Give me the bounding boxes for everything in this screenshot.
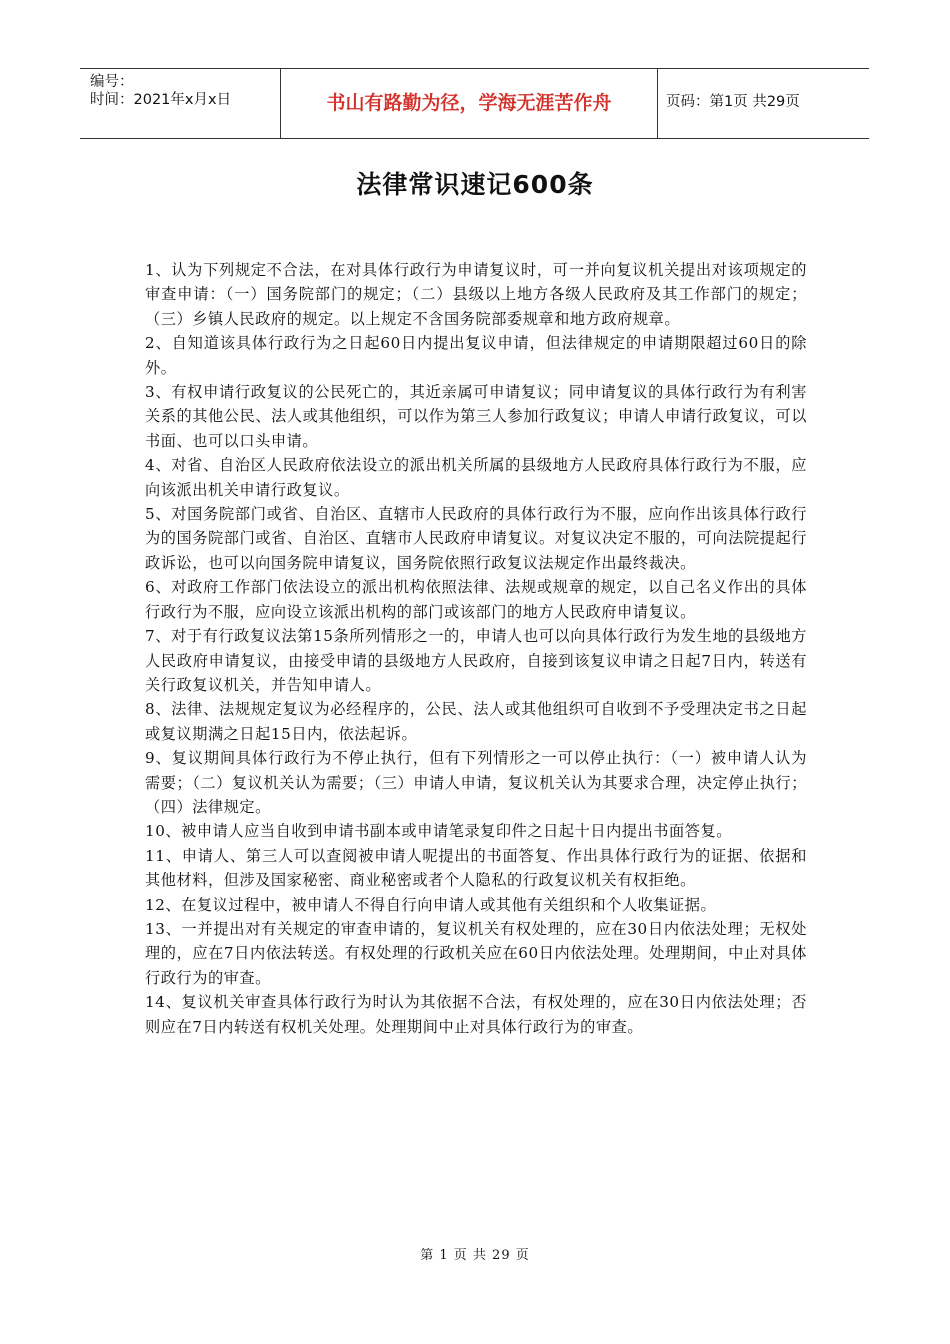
document-time-label: 时间：2021年x月x日 [90, 92, 232, 108]
article-paragraph: 11、申请人、第三人可以查阅被申请人呢提出的书面答复、作出具体行政行为的证据、依据和其他材料，但涉及国家秘密、商业秘密或者个人隐私的行政复议机关有权拒绝。 [145, 846, 807, 890]
article-paragraph: 1、认为下列规定不合法，在对具体行政行为申请复议时，可一并向复议机关提出对该项规定的审查申请：（一）国务院部门的规定；（二）县级以上地方各级人民政府及其工作部门的规定；（三）乡镇人民政府的规定。以上规定不含国务院部委规章和地方政府规章。 [145, 261, 807, 328]
article-paragraph: 5、对国务院部门或省、自治区、直辖市人民政府的具体行政行为不服，应向作出该具体行政行为的国务院部门或省、自治区、直辖市人民政府申请复议。对复议决定不服的，可向法院提起行政诉讼，也可以向国务院申请复议，国务院依照行政复议法规定作出最终裁决。 [145, 505, 807, 572]
article-paragraph: 3、有权申请行政复议的公民死亡的，其近亲属可申请复议；同申请复议的具体行政行为有利害关系的其他公民、法人或其他组织，可以作为第三人参加行政复议；申请人申请行政复议，可以书面、也可以口头申请。 [145, 383, 807, 450]
document-number-label: 编号： [90, 74, 134, 90]
motto-text: 书山有路勤为径，学海无涯苦作舟 [326, 92, 612, 114]
page-footer: 第 1 页 共 29 页 [420, 1248, 530, 1263]
header-motto-cell [281, 69, 658, 138]
article-paragraph: 12、在复议过程中，被申请人不得自行向申请人或其他有关组织和个人收集证据。 [145, 895, 717, 914]
article-paragraph: 13、一并提出对有关规定的审查申请的，复议机关有权处理的，应在30日内依法处理；无权处理的，应在7日内依法转送。有权处理的行政机关应在60日内依法处理。处理期间，中止对具体行政行为的审查。 [145, 919, 807, 987]
article-paragraph: 14、复议机关审查具体行政行为时认为其依据不合法，有权处理的，应在30日内依法处理；否则应在7日内转送有权机关处理。处理期间中止对具体行政行为的审查。 [145, 993, 807, 1036]
page-header-table [80, 68, 869, 139]
article-paragraph: 9、复议期间具体行政行为不停止执行，但有下列情形之一可以停止执行：（一）被申请人认为需要；（二）复议机关认为需要；（三）申请人申请，复议机关认为其要求合理，决定停止执行；（四）法律规定。 [145, 749, 807, 816]
header-meta-cell [80, 69, 281, 138]
page-number-info: 页码：第1页 共29页 [666, 94, 800, 110]
article-paragraph: 4、对省、自治区人民政府依法设立的派出机关所属的县级地方人民政府具体行政行为不服，应向该派出机关申请行政复议。 [145, 456, 807, 499]
article-paragraph: 8、法律、法规规定复议为必经程序的，公民、法人或其他组织可自收到不予受理决定书之日起或复议期满之日起15日内，依法起诉。 [145, 700, 807, 743]
document-title: 法律常识速记600条 [356, 170, 594, 199]
article-paragraph: 6、对政府工作部门依法设立的派出机构依照法律、法规或规章的规定，以自己名义作出的具体行政行为不服，应向设立该派出机构的部门或该部门的地方人民政府申请复议。 [145, 578, 807, 621]
article-paragraph: 7、对于有行政复议法第15条所列情形之一的，申请人也可以向具体行政行为发生地的县级地方人民政府申请复议，由接受申请的县级地方人民政府，自接到该复议申请之日起7日内，转送有关行政复议机关，并告知申请人。 [145, 627, 807, 694]
article-paragraph: 2、自知道该具体行政行为之日起60日内提出复议申请，但法律规定的申请期限超过60日的除外。 [145, 334, 807, 377]
header-page-cell [658, 69, 869, 138]
article-paragraph: 10、被申请人应当自收到申请书副本或申请笔录复印件之日起十日内提出书面答复。 [145, 822, 732, 841]
document-body [145, 258, 807, 1039]
